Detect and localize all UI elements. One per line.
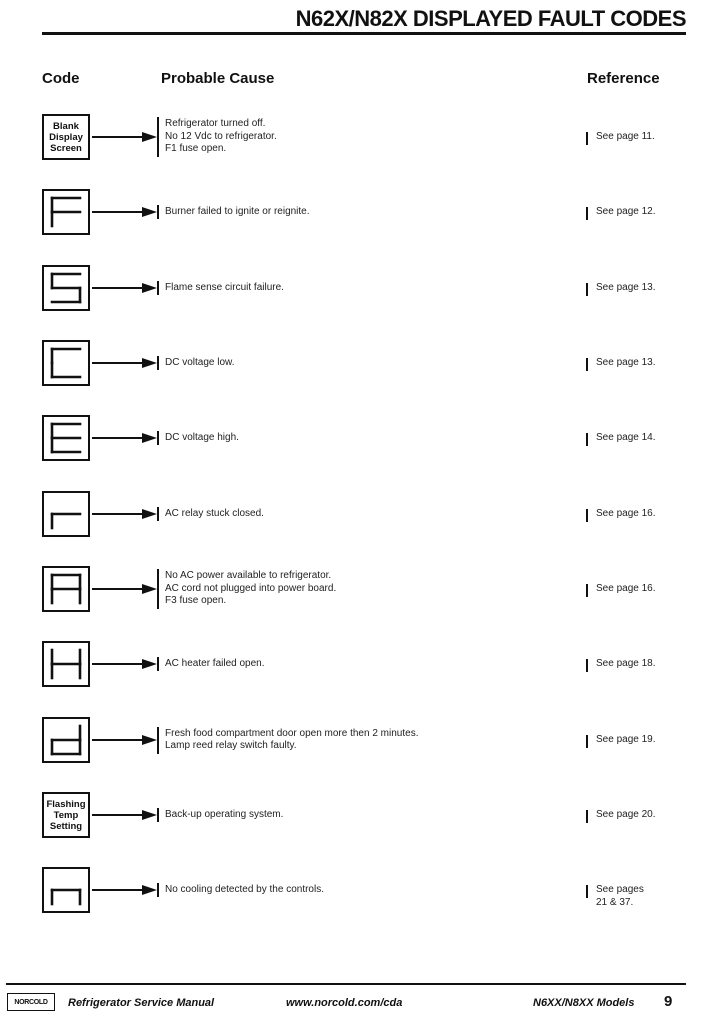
- arrow-right-icon: [92, 659, 158, 669]
- reference-line: See page 16.: [596, 583, 656, 594]
- arrow-right-icon: [92, 810, 158, 820]
- cause-line: Lamp reed relay switch faulty.: [165, 740, 297, 751]
- cause-line: Back-up operating system.: [165, 808, 284, 820]
- cause-line: Flame sense circuit failure.: [165, 281, 284, 293]
- cause-line: AC cord not plugged into power board.: [165, 582, 337, 594]
- cause-line: F3 fuse open.: [165, 595, 227, 607]
- arrow-right-icon: [92, 885, 158, 895]
- arrow-right-icon: [92, 433, 158, 443]
- reference-marker: [586, 132, 588, 145]
- cause-bracket: [157, 569, 159, 609]
- reference-line: See page 19.: [596, 734, 656, 745]
- segment-glyph-C: [44, 342, 88, 384]
- reference-line: 21 & 37.: [596, 896, 634, 908]
- reference: [596, 432, 656, 445]
- reference: [596, 508, 656, 521]
- cause-bracket: [157, 281, 159, 296]
- seven-segment-display: [42, 566, 90, 612]
- segment-glyph-F: [44, 191, 88, 233]
- cause-bracket: [157, 356, 159, 371]
- seven-segment-display: [42, 641, 90, 687]
- code-label-box: [42, 792, 90, 838]
- brand-logo: NORCOLD: [7, 993, 55, 1011]
- reference: [596, 282, 656, 295]
- title-rule: [42, 32, 686, 35]
- probable-cause: [165, 809, 283, 822]
- reference-line: See page 14.: [596, 432, 656, 443]
- footer-website: www.norcold.com/cda: [286, 997, 403, 1009]
- probable-cause: [165, 118, 277, 156]
- reference: [596, 809, 656, 822]
- code-label-line: Setting: [49, 820, 83, 832]
- cause-bracket: [157, 657, 159, 672]
- reference-marker: [586, 433, 588, 446]
- reference-line: See page 13.: [596, 282, 656, 293]
- reference-line: See pages: [596, 884, 644, 895]
- cause-line: DC voltage low.: [165, 356, 235, 368]
- seven-segment-display: [42, 491, 90, 537]
- reference-marker: [586, 885, 588, 898]
- reference-line: See page 12.: [596, 206, 656, 217]
- reference-marker: [586, 358, 588, 371]
- probable-cause: [165, 570, 336, 608]
- cause-line: No 12 Vdc to refrigerator.: [165, 130, 277, 142]
- seven-segment-display: [42, 717, 90, 763]
- reference: [596, 206, 656, 219]
- page-title: N62X/N82X DISPLAYED FAULT CODES: [295, 6, 686, 31]
- cause-bracket: [157, 883, 159, 898]
- probable-cause: [165, 508, 264, 521]
- reference-marker: [586, 810, 588, 823]
- cause-bracket: [157, 205, 159, 220]
- code-label-line: Blank: [53, 120, 79, 132]
- cause-line: Burner failed to ignite or reignite.: [165, 205, 310, 217]
- arrow-right-icon: [92, 132, 158, 142]
- segment-glyph-E: [44, 417, 88, 459]
- arrow-right-icon: [92, 735, 158, 745]
- seven-segment-display: [42, 415, 90, 461]
- reference-line: See page 18.: [596, 658, 656, 669]
- arrow-right-icon: [92, 584, 158, 594]
- reference: [596, 131, 655, 144]
- cause-line: F1 fuse open.: [165, 143, 227, 155]
- seven-segment-display: [42, 340, 90, 386]
- code-label-line: Temp: [53, 809, 79, 821]
- code-label-box: [42, 114, 90, 160]
- cause-line: No AC power available to refrigerator.: [165, 570, 332, 582]
- reference: [596, 884, 644, 909]
- cause-line: Fresh food compartment door open more then 2 minutes.: [165, 727, 419, 739]
- footer-models: N6XX/N8XX Models: [533, 997, 635, 1009]
- cause-bracket: [157, 507, 159, 522]
- code-label-line: Display: [49, 131, 83, 143]
- arrow-right-icon: [92, 283, 158, 293]
- code-label-line: Screen: [50, 142, 82, 154]
- reference-marker: [586, 584, 588, 597]
- seven-segment-display: [42, 189, 90, 235]
- cause-line: DC voltage high.: [165, 431, 239, 443]
- segment-glyph-n: [44, 869, 88, 911]
- reference-marker: [586, 283, 588, 296]
- reference-marker: [586, 207, 588, 220]
- cause-bracket: [157, 431, 159, 446]
- reference: [596, 658, 656, 671]
- probable-cause: [165, 658, 265, 671]
- arrow-right-icon: [92, 207, 158, 217]
- cause-bracket: [157, 117, 159, 157]
- column-header-code: Code: [42, 70, 80, 87]
- reference: [596, 583, 656, 596]
- page-number: 9: [664, 993, 673, 1010]
- footer-manual-title: Refrigerator Service Manual: [68, 997, 215, 1009]
- probable-cause: [165, 432, 239, 445]
- probable-cause: [165, 728, 418, 753]
- column-header-cause: Probable Cause: [161, 70, 275, 87]
- seven-segment-display: [42, 867, 90, 913]
- probable-cause: [165, 884, 324, 897]
- cause-line: Refrigerator turned off.: [165, 118, 266, 130]
- segment-glyph-H: [44, 643, 88, 685]
- reference-marker: [586, 659, 588, 672]
- probable-cause: [165, 206, 310, 219]
- reference-marker: [586, 509, 588, 522]
- cause-line: No cooling detected by the controls.: [165, 883, 324, 895]
- seven-segment-display: [42, 265, 90, 311]
- segment-glyph-r: [44, 493, 88, 535]
- reference-marker: [586, 735, 588, 748]
- cause-bracket: [157, 727, 159, 754]
- reference: [596, 357, 656, 370]
- probable-cause: [165, 282, 284, 295]
- segment-glyph-A: [44, 568, 88, 610]
- reference-line: See page 20.: [596, 809, 656, 820]
- segment-glyph-S: [44, 267, 88, 309]
- reference-line: See page 13.: [596, 357, 656, 368]
- column-header-reference: Reference: [587, 70, 660, 87]
- cause-line: AC heater failed open.: [165, 657, 265, 669]
- arrow-right-icon: [92, 509, 158, 519]
- code-label-line: Flashing: [46, 798, 86, 810]
- reference-line: See page 11.: [596, 131, 655, 142]
- footer-rule: [6, 983, 686, 985]
- arrow-right-icon: [92, 358, 158, 368]
- reference-line: See page 16.: [596, 508, 656, 519]
- probable-cause: [165, 357, 234, 370]
- cause-line: AC relay stuck closed.: [165, 507, 264, 519]
- reference: [596, 734, 656, 747]
- segment-glyph-d: [44, 719, 88, 761]
- cause-bracket: [157, 808, 159, 823]
